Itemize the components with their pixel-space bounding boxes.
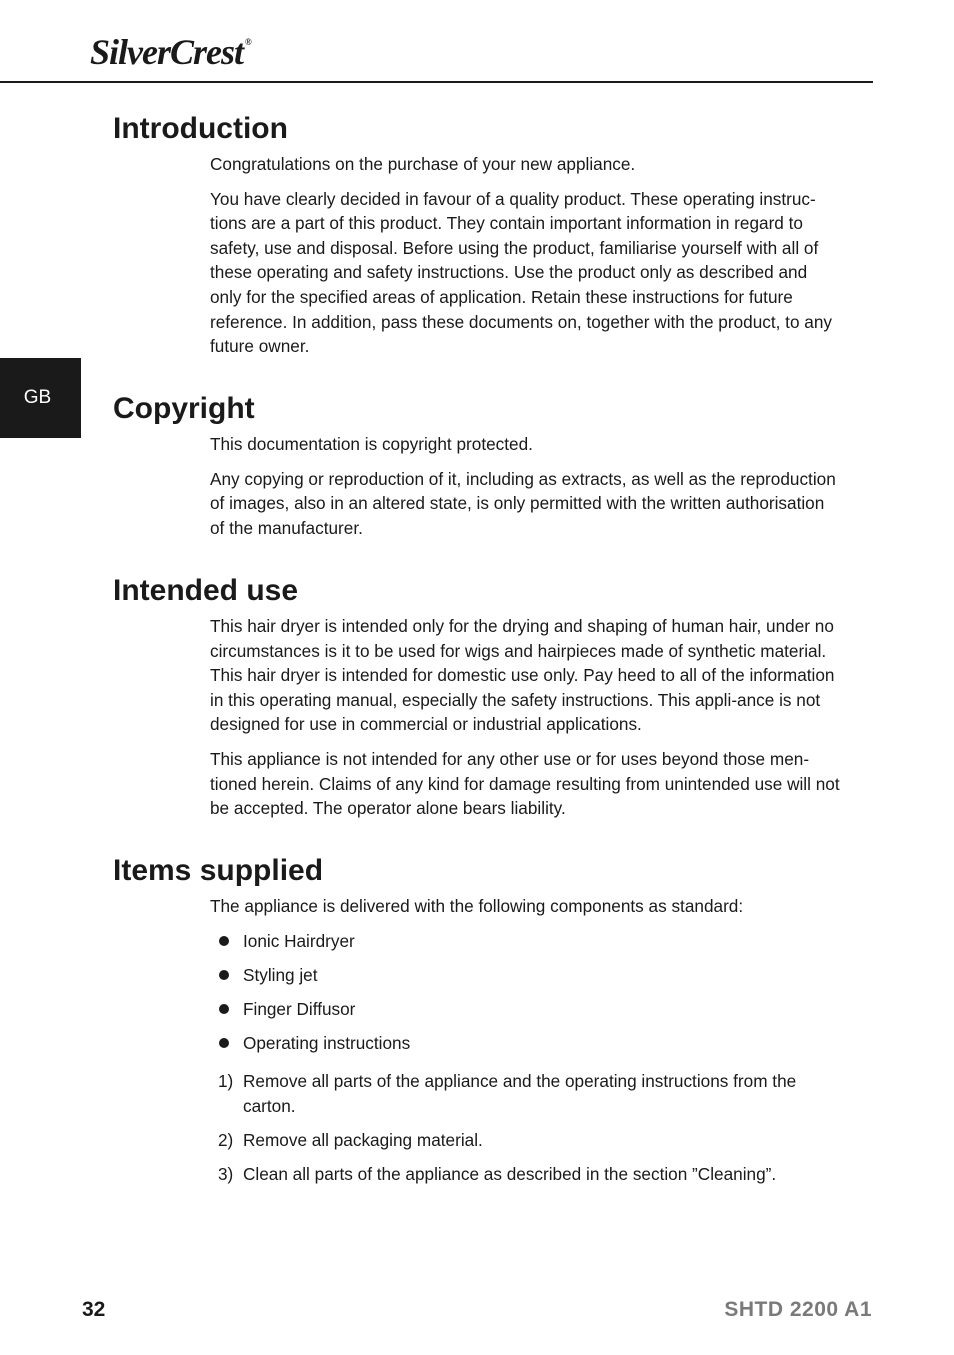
bullet-icon bbox=[219, 1038, 229, 1048]
list-item bbox=[210, 963, 840, 997]
copyright-paragraph: This documentation is copyright protected. bbox=[210, 434, 533, 454]
intended-use-body bbox=[210, 614, 840, 821]
list-item-label: Ionic Hairdryer bbox=[243, 931, 355, 951]
list-item bbox=[210, 997, 840, 1031]
copyright-paragraph: Any copying or reproduction of it, including as extracts, as well as the reproduction of images, also in an altered state, is only permitted with the written authorisation of the manufacturer. bbox=[210, 468, 836, 538]
bullet-icon bbox=[219, 936, 229, 946]
introduction-body bbox=[210, 152, 840, 359]
step-text: Remove all packaging material. bbox=[243, 1129, 483, 1150]
brand-logo bbox=[90, 34, 251, 70]
intended-use-paragraph: This hair dryer is intended only for the drying and shaping of human hair, under no circumstances is it to be used for wigs and hairpieces made of synthetic material. This hair dryer is intended for domestic use only. Pay heed to all of the information in this operating manual, especially the safety instructions. This appli-ance is not designed for use in commercial or industrial applications. bbox=[210, 616, 835, 735]
step-text: Clean all parts of the appliance as described in the section ”Cleaning”. bbox=[243, 1163, 777, 1184]
list-item bbox=[210, 929, 840, 963]
list-item bbox=[210, 1031, 840, 1065]
items-supplied-list bbox=[210, 929, 840, 1065]
copyright-body bbox=[210, 432, 840, 540]
introduction-paragraph: You have clearly decided in favour of a quality product. These operating instruc-tions are a part of this product. They contain important information in regard to safety, use and disposal. Before using the product, familiarise yourself with all of these operating and safety instructions. Use the product only as described and only for the specified areas of application. Retain these instructions for future reference. In addition, pass these documents on, together with the product, to any future owner. bbox=[210, 188, 832, 357]
bullet-icon bbox=[219, 970, 229, 980]
step-text: Remove all parts of the appliance and the operating instructions from the carton. bbox=[243, 1071, 797, 1116]
section-title-introduction: Introduction bbox=[113, 112, 288, 145]
list-item-label: Finger Diffusor bbox=[243, 999, 356, 1019]
brand-name: SilverCrest bbox=[90, 32, 244, 72]
step-item bbox=[210, 1162, 840, 1187]
step-number: 1) bbox=[218, 1071, 234, 1091]
header-rule bbox=[0, 81, 873, 83]
model-number: SHTD 2200 A1 bbox=[724, 1298, 872, 1321]
list-item-label: Operating instructions bbox=[243, 1033, 411, 1053]
introduction-paragraph: Congratulations on the purchase of your new appliance. bbox=[210, 154, 636, 174]
section-title-items-supplied: Items supplied bbox=[113, 854, 324, 887]
step-number: 3) bbox=[218, 1163, 234, 1184]
step-number: 2) bbox=[218, 1129, 234, 1150]
page-number: 32 bbox=[82, 1298, 106, 1321]
intended-use-paragraph: This appliance is not intended for any other use or for uses beyond those men-tioned herein. Claims of any kind for damage resulting from unintended use will not be accepted. The operator alone bears liability. bbox=[210, 748, 840, 819]
unpacking-steps bbox=[210, 1069, 840, 1196]
bullet-icon bbox=[219, 1004, 229, 1014]
language-tab bbox=[0, 358, 81, 438]
list-item-label: Styling jet bbox=[243, 965, 318, 985]
registered-mark: ® bbox=[245, 37, 251, 47]
language-tab-label: GB bbox=[23, 387, 52, 408]
section-title-intended-use: Intended use bbox=[113, 574, 299, 607]
items-supplied-intro-text: The appliance is delivered with the following components as standard: bbox=[210, 896, 744, 916]
items-supplied-intro bbox=[210, 894, 840, 919]
section-title-copyright: Copyright bbox=[113, 392, 255, 425]
step-item bbox=[210, 1069, 840, 1118]
step-item bbox=[210, 1128, 840, 1153]
